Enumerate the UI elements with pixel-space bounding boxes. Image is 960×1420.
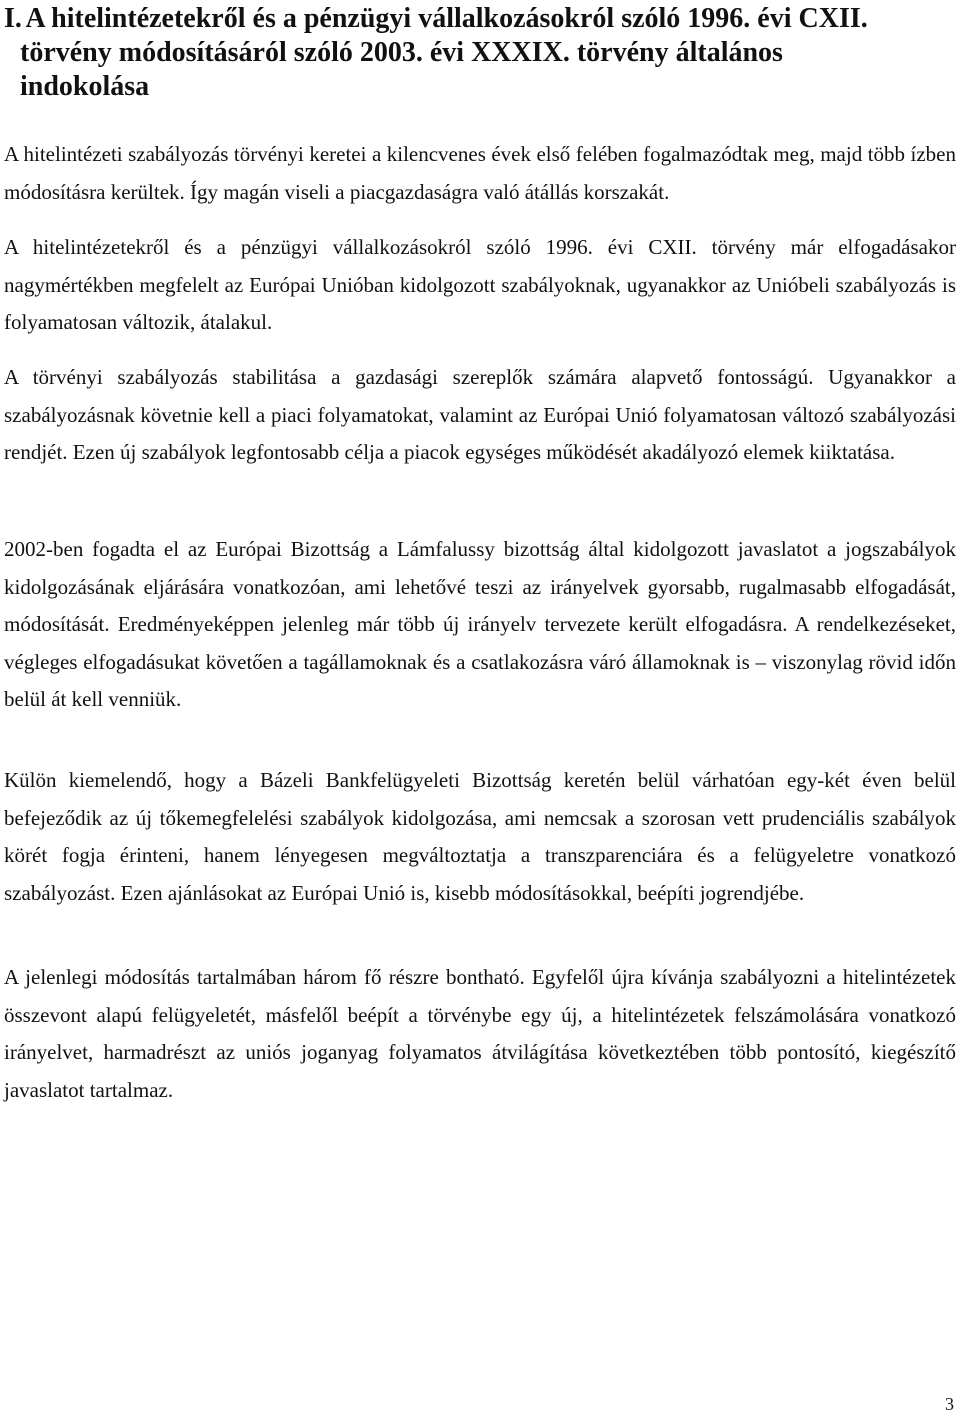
page-number: 3 — [945, 1394, 954, 1414]
heading-line-3: indokolása — [20, 71, 150, 102]
paragraph-1: A hitelintézeti szabályozás törvényi keretei a kilencvenes évek első felében fogalmazódtak meg, majd több ízben módosításra kerültek. Így magán viseli a piacgazdaságra való átállás korszakát. — [4, 142, 956, 204]
heading-line-2: törvény módosításáról szóló 2003. évi XXXIX. törvény általános — [20, 37, 783, 68]
paragraph-4: 2002-ben fogadta el az Európai Bizottság a Lámfalussy bizottság által kidolgozott javaslatot a jogszabályok kidolgozásának eljárására vonatkozóan, ami lehetővé teszi az irányelvek gyorsabb, rugalmasabb elfogadását, módosítását. Eredményeképpen jelenleg már több új irányelv tervezete került elfogadásra. A rendelkezéseket, végleges elfogadásukat követően a tagállamoknak és a csatlakozásra váró államoknak is – viszonylag rövid időn belül át kell venniük. — [4, 537, 956, 711]
paragraph-5: Külön kiemelendő, hogy a Bázeli Bankfelügyeleti Bizottság keretén belül várhatóan egy-két éven belül befejeződik az új tőkemegfelelési szabályok kidolgozása, ami nemcsak a szorosan vett prudenciális szabályok körét fogja érinteni, hanem lényegesen megváltoztatja a transzparenciára és a felügyeletre vonatkozó szabályozást. Ezen ajánlásokat az Európai Unió is, kisebb módosításokkal, beépíti jogrendjébe. — [4, 768, 956, 905]
heading-number: I. — [4, 3, 22, 34]
heading-line-1-text: A hitelintézetekről és a pénzügyi vállalkozásokról szóló 1996. évi CXII. — [25, 3, 868, 34]
paragraph-3: A törvényi szabályozás stabilitása a gazdasági szereplők számára alapvető fontosságú. Ugyanakkor a szabályozásnak követnie kell a piaci folyamatokat, valamint az Európai Unió folyamatosan változó szabályozási rendjét. Ezen új szabályok legfontosabb célja a piacok egységes működését akadályozó elemek kiiktatása. — [4, 365, 956, 464]
paragraph-2: A hitelintézetekről és a pénzügyi vállalkozásokról szóló 1996. évi CXII. törvény már elfogadásakor nagymértékben megfelelt az Európai Unióban kidolgozott szabályoknak, ugyanakkor az Unióbeli szabályozás is folyamatosan változik, átalakul. — [4, 235, 956, 334]
document-heading — [4, 2, 944, 104]
heading-line-1 — [4, 2, 944, 36]
paragraph-6: A jelenlegi módosítás tartalmában három fő részre bontható. Egyfelől újra kívánja szabályozni a hitelintézetek összevont alapú felügyeletét, másfelől beépít a törvénybe egy új, a hitelintézetek felszámolására vonatkozó irányelvet, harmadrészt az uniós joganyag folyamatos átvilágítása következtében több pontosító, kiegészítő javaslatot tartalmaz. — [4, 965, 956, 1102]
